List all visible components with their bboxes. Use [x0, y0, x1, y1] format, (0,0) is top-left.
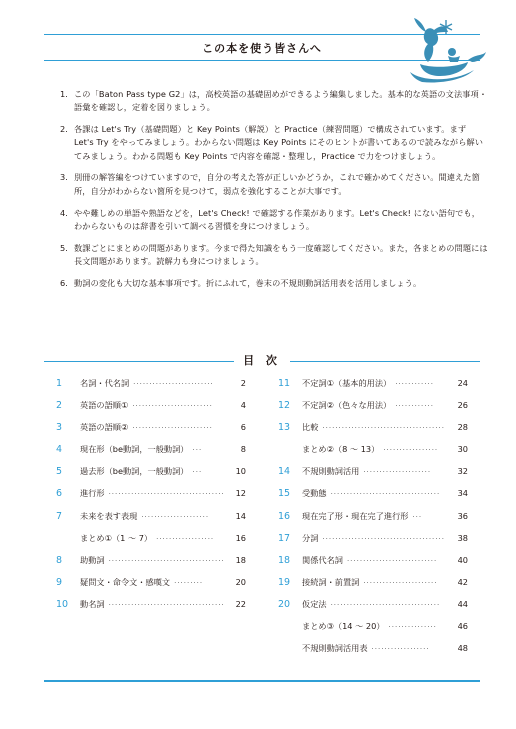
toc-entry-leader: ··················	[156, 534, 215, 543]
toc-entry-number: 13	[278, 422, 291, 434]
toc-entry-leader: ·····················	[363, 468, 432, 477]
toc-entry-leader: ····································	[108, 556, 225, 565]
toc-entry-label: 動名詞	[80, 598, 105, 609]
toc-entry-page: 30	[457, 444, 468, 455]
toc-entry-leader: ····························	[346, 556, 438, 565]
notes-list	[60, 88, 488, 299]
toc-entry-leader: ·························	[132, 424, 213, 433]
toc-entry-leader: ·························	[133, 380, 214, 388]
toc-entry-leader: ······································	[322, 424, 445, 433]
toc-entry-label: 助動詞	[80, 554, 105, 565]
toc-entry-leader: ···	[192, 446, 203, 455]
toc-entry[interactable]	[278, 577, 468, 599]
note-number: 4.	[60, 207, 69, 218]
toc-entry-page: 6	[240, 422, 246, 433]
toc-entry-label: 英語の語順①	[80, 400, 129, 411]
toc-entry-number: 2	[56, 400, 63, 412]
toc-entry-page: 20	[235, 576, 246, 587]
toc-entry[interactable]	[56, 488, 246, 510]
toc-entry-leader: ·····················	[141, 512, 210, 521]
toc-entry-page: 8	[240, 444, 246, 455]
toc-entry-leader: ···············	[388, 623, 437, 632]
toc-entry-number: 12	[278, 400, 291, 412]
toc-entry-leader: ···	[412, 512, 423, 521]
toc-entry-label: 名詞・代名詞	[80, 378, 130, 388]
toc-entry-number: 17	[278, 532, 291, 544]
toc-entry-label: 現在完了形・現在完了進行形	[302, 510, 409, 521]
toc-entry-label: 不規則動詞活用表	[302, 643, 368, 654]
toc-entry-leader: ··································	[330, 490, 441, 499]
toc-entry-leader: ···	[192, 468, 203, 477]
toc-entry-number: 5	[56, 466, 63, 478]
toc-entry-number: 7	[56, 510, 63, 522]
toc-entry-number: 1	[56, 378, 63, 389]
toc-entry[interactable]	[278, 533, 468, 555]
toc-entry-number: 15	[278, 488, 291, 500]
toc-entry[interactable]	[56, 555, 246, 577]
toc-rule-right	[290, 361, 480, 362]
toc-entry-label: 疑問文・命令文・感嘆文	[80, 576, 171, 587]
toc-entry[interactable]	[278, 621, 468, 643]
toc-entry-page: 16	[235, 532, 246, 543]
toc-entry-number: 14	[278, 466, 291, 478]
toc-entry-number: 8	[56, 554, 63, 566]
note-number: 5.	[60, 242, 69, 253]
toc-entry-leader: ·········	[174, 578, 204, 587]
toc-entry-page: 38	[457, 532, 468, 543]
bird-on-boat-logo	[388, 12, 488, 84]
toc-entry-leader: ····································	[108, 600, 225, 609]
toc-title: 目 次	[243, 354, 281, 367]
toc-entry-page: 32	[457, 466, 468, 477]
toc-entry[interactable]	[278, 643, 468, 665]
note-item	[60, 123, 488, 163]
toc-entry[interactable]	[278, 422, 468, 444]
toc-entry[interactable]	[278, 400, 468, 422]
page-title: この本を使う皆さんへ	[202, 42, 322, 55]
toc-entry[interactable]	[56, 378, 246, 400]
note-text: 数課ごとにまとめの問題があります。今まで得た知識をもう一度確認してください。また，各まとめの問題には長文問題があります。読解力も身につけましょう。	[74, 242, 488, 266]
toc-entry-number: 11	[278, 378, 291, 389]
toc-entry-page: 24	[457, 378, 468, 388]
note-item	[60, 277, 488, 290]
toc-entry-label: 不定詞②（色々な用法）	[302, 400, 392, 411]
toc-entry[interactable]	[278, 488, 468, 510]
toc-entry-page: 46	[457, 621, 468, 632]
toc-entry[interactable]	[278, 444, 468, 466]
note-number: 6.	[60, 277, 69, 288]
toc-entry-page: 48	[457, 643, 468, 654]
toc-entry-leader: ·························	[132, 402, 213, 411]
toc-entry-label: 過去形（be動詞，一般動詞）	[80, 466, 189, 477]
toc-entry[interactable]	[278, 378, 468, 400]
toc-entry-page: 34	[457, 488, 468, 499]
toc-entry-leader: ············	[395, 380, 434, 388]
toc-entry[interactable]	[56, 422, 246, 444]
toc-entry-label: 分詞	[302, 532, 319, 543]
toc-entry-label: まとめ③（14 ～ 20）	[302, 621, 385, 632]
toc-entry[interactable]	[278, 555, 468, 577]
toc-entry-leader: ··································	[330, 600, 441, 609]
toc-entry-number: 9	[56, 576, 63, 588]
toc-column-left	[56, 378, 246, 621]
toc-entry-leader: ············	[395, 402, 434, 411]
toc-entry-number: 3	[56, 422, 63, 434]
toc-entry-page: 36	[457, 510, 468, 521]
toc-entry[interactable]	[278, 599, 468, 621]
toc-entry-label: 比較	[302, 422, 319, 433]
toc-entry-page: 22	[235, 598, 246, 609]
toc-entry[interactable]	[56, 599, 246, 621]
toc-entry-page: 14	[235, 510, 246, 521]
toc-entry-page: 18	[235, 554, 246, 565]
toc-entry[interactable]	[278, 466, 468, 488]
toc-column-right	[278, 378, 468, 665]
toc-entry-number: 10	[56, 598, 69, 610]
bottom-rule	[44, 680, 480, 682]
note-item	[60, 88, 488, 115]
toc-rule-left	[44, 361, 234, 362]
toc-entry-label: まとめ①（1 ～ 7）	[80, 532, 153, 543]
toc-entry-leader: ····································	[108, 490, 225, 499]
toc-entry-page: 44	[457, 598, 468, 609]
toc-entry-page: 40	[457, 554, 468, 565]
toc-entry-label: 接続詞・前置詞	[302, 576, 360, 587]
toc-entry[interactable]	[56, 466, 246, 488]
toc-entry[interactable]	[56, 400, 246, 422]
toc-header	[44, 352, 480, 370]
note-number: 1.	[60, 89, 69, 99]
toc-entry-page: 28	[457, 422, 468, 433]
toc-entry-label: 関係代名詞	[302, 554, 343, 565]
toc-entry-label: 進行形	[80, 488, 105, 499]
toc-entry-number: 20	[278, 598, 291, 610]
toc-entry-page: 12	[235, 488, 246, 499]
toc-entry[interactable]	[56, 511, 246, 533]
toc-entry-leader: ·······················	[363, 578, 438, 587]
note-text: 別冊の解答編をつけていますので，自分の考えた答が正しいかどうか，これで確かめてください。間違えた箇所，自分がわからない箇所を見つけて，弱点を強化することが大事です。	[74, 172, 480, 196]
toc-entry-page: 2	[240, 378, 246, 388]
toc-entry-label: 受動態	[302, 488, 327, 499]
note-item	[60, 242, 488, 269]
toc-entry-page: 10	[235, 466, 246, 477]
toc-entry-label: 英語の語順②	[80, 422, 129, 433]
toc-entry[interactable]	[278, 511, 468, 533]
toc-entry[interactable]	[56, 444, 246, 466]
toc-entry-number: 18	[278, 554, 291, 566]
note-text: 各課は Let's Try（基礎問題）と Key Points（解説）と Practice（練習問題）で構成されています。まず Let's Try をやってみましょう。わからない問題は Key Points にそのヒントが書いてあるので読みながら解いてみましょう。わかる問題も Key Points で内容を確認・整理し，Practice で力をつけましょう。	[74, 124, 484, 161]
toc-entry-number: 6	[56, 488, 63, 500]
toc-entry-page: 42	[457, 576, 468, 587]
note-item	[60, 171, 488, 198]
toc-entry-leader: ··················	[371, 645, 430, 654]
toc-entry-number: 16	[278, 510, 291, 522]
toc-entry-label: 現在形（be動詞，一般動詞）	[80, 444, 189, 455]
toc-entry-leader: ·················	[383, 446, 439, 455]
toc-entry-label: まとめ②（8 ～ 13）	[302, 444, 380, 455]
note-text: この「Baton Pass type G2」は，高校英語の基礎固めができるよう編集しました。基本的な英語の文法事項・語彙を確認し，定着を図りましょう。	[74, 89, 488, 113]
note-number: 3.	[60, 172, 69, 183]
note-item	[60, 207, 488, 234]
note-text: 動詞の変化も大切な基本事項です。折にふれて，巻末の不規則動詞活用表を活用しましょう。	[74, 277, 422, 288]
toc-entry-label: 仮定法	[302, 598, 327, 609]
note-text: やや難しめの単語や熟語などを，Let's Check! で確認する作業があります。Let's Check! にない語句でも，わからないものは辞書を引いて調べる習慣を身につけましょう。	[74, 207, 481, 231]
note-number: 2.	[60, 124, 69, 135]
toc-entry-leader: ······································	[322, 534, 445, 543]
toc-entry-page: 26	[457, 400, 468, 411]
toc-entry-label: 不規則動詞活用	[302, 466, 360, 477]
toc-entry[interactable]	[56, 577, 246, 599]
toc-entry-label: 不定詞①（基本的用法）	[302, 378, 392, 388]
toc-entry-label: 未来を表す表現	[80, 510, 138, 521]
toc-entry-number: 19	[278, 576, 291, 588]
toc-entry[interactable]	[56, 533, 246, 555]
toc-entry-page: 4	[240, 400, 246, 411]
toc-entry-number: 4	[56, 444, 63, 456]
